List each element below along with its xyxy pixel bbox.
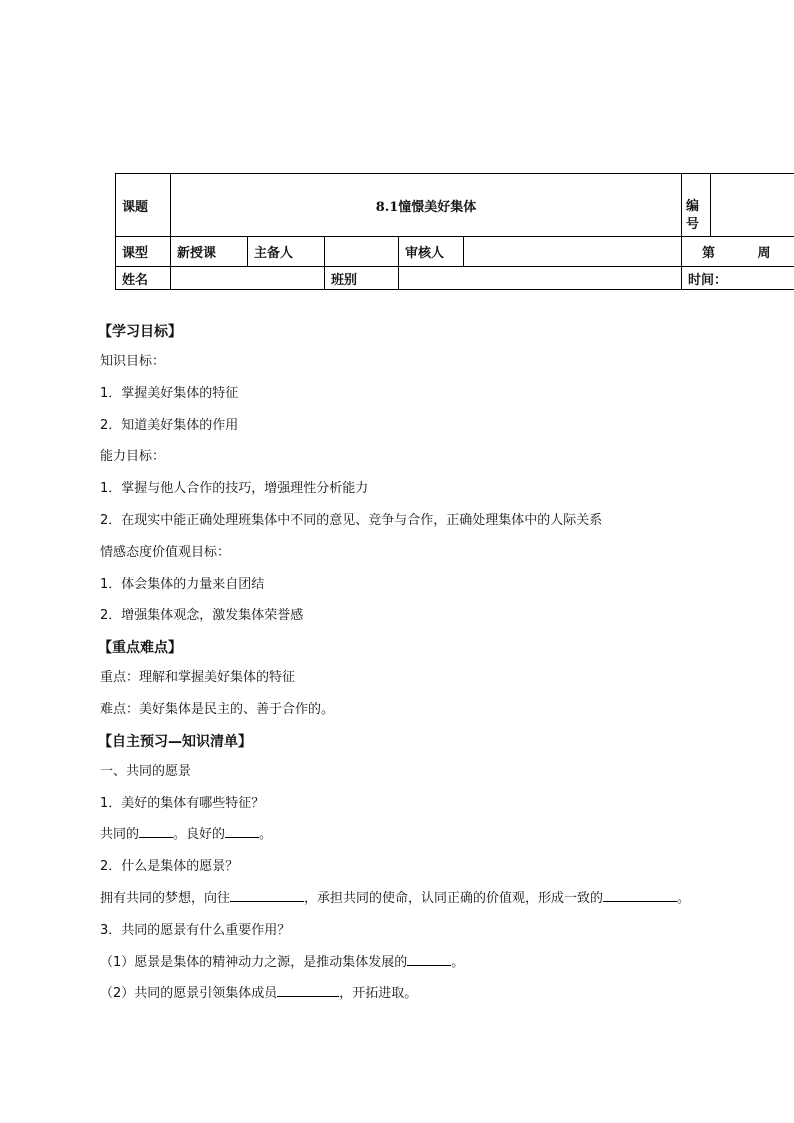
answer-1-mid: 。良好的 <box>173 827 226 843</box>
question-2: 2．什么是集体的愿景？ <box>100 859 239 875</box>
question-1: 1．美好的集体有哪些特征？ <box>100 795 265 811</box>
emotion-item-1: 1．体会集体的力量来自团结 <box>100 576 265 592</box>
class-value[interactable] <box>399 267 682 290</box>
blank-2[interactable] <box>225 825 259 838</box>
part-1-heading: 一、共同的愿景 <box>100 763 192 779</box>
week-cell <box>682 237 794 267</box>
difficult-point: 难点：美好集体是民主的、善于合作的。 <box>100 701 335 717</box>
answer-1-pre: 共同的 <box>100 827 140 843</box>
class-label: 班别 <box>325 267 399 290</box>
blank-1[interactable] <box>139 825 173 838</box>
answer-1-end: 。 <box>259 827 273 843</box>
time-label: 时间： <box>682 267 794 290</box>
emotion-goal: 情感态度价值观目标： <box>100 544 231 560</box>
review-label: 审核人 <box>399 237 464 267</box>
blank-5[interactable] <box>407 953 451 966</box>
answer-3-1 <box>100 953 740 973</box>
week-di: 第 <box>702 246 716 261</box>
blank-6[interactable] <box>277 984 339 997</box>
worksheet-body <box>100 322 740 1016</box>
name-value[interactable] <box>171 267 325 290</box>
answer-3-2-end: ，开拓进取。 <box>339 986 418 1002</box>
emotion-item-2: 2．增强集体观念，激发集体荣誉感 <box>100 608 304 624</box>
number-label <box>682 174 711 237</box>
header-table <box>115 173 794 290</box>
ability-item-2: 2．在现实中能正确处理班集体中不同的意见、竞争与合作，正确处理集体中的人际关系 <box>100 512 603 528</box>
lead-value[interactable] <box>325 237 399 267</box>
ability-goal: 能力目标： <box>100 449 166 465</box>
answer-3-2 <box>100 984 740 1004</box>
topic-value: 8.1憧憬美好集体 <box>171 174 682 237</box>
lead-label: 主备人 <box>248 237 325 267</box>
knowledge-item-1: 1．掌握美好集体的特征 <box>100 385 239 401</box>
blank-4[interactable] <box>603 889 677 902</box>
topic-label: 课题 <box>116 174 171 237</box>
ability-item-1: 1．掌握与他人合作的技巧，增强理性分析能力 <box>100 481 369 497</box>
week-zhou: 周 <box>757 246 771 261</box>
type-value: 新授课 <box>171 237 248 267</box>
number-value[interactable] <box>711 174 794 237</box>
answer-3-1-end: 。 <box>451 954 465 970</box>
knowledge-goal: 知识目标： <box>100 354 166 369</box>
answer-3-2-pre: （2）共同的愿景引领集体成员 <box>100 986 278 1002</box>
goals-title: 【学习目标】 <box>98 324 182 340</box>
answer-2-mid: ，承担共同的使命，认同正确的价值观，形成一致的 <box>304 890 604 906</box>
key-point: 重点：理解和掌握美好集体的特征 <box>100 670 296 686</box>
question-3: 3．共同的愿景有什么重要作用？ <box>100 922 291 938</box>
number-label-2: 号 <box>686 217 700 232</box>
answer-2-end: 。 <box>677 890 691 906</box>
number-label-1: 编 <box>686 199 700 214</box>
answer-2-pre: 拥有共同的梦想，向往 <box>100 890 231 906</box>
preview-title: 【自主预习—知识清单】 <box>98 733 252 750</box>
answer-3-1-pre: （1）愿景是集体的精神动力之源，是推动集体发展的 <box>100 954 408 970</box>
review-value[interactable] <box>464 237 682 267</box>
type-label: 课型 <box>116 237 171 267</box>
name-label: 姓名 <box>116 267 171 290</box>
knowledge-item-2: 2．知道美好集体的作用 <box>100 417 239 433</box>
key-title: 【重点难点】 <box>98 640 182 657</box>
answer-1 <box>100 825 740 845</box>
answer-2 <box>100 889 740 909</box>
blank-3[interactable] <box>230 889 304 902</box>
